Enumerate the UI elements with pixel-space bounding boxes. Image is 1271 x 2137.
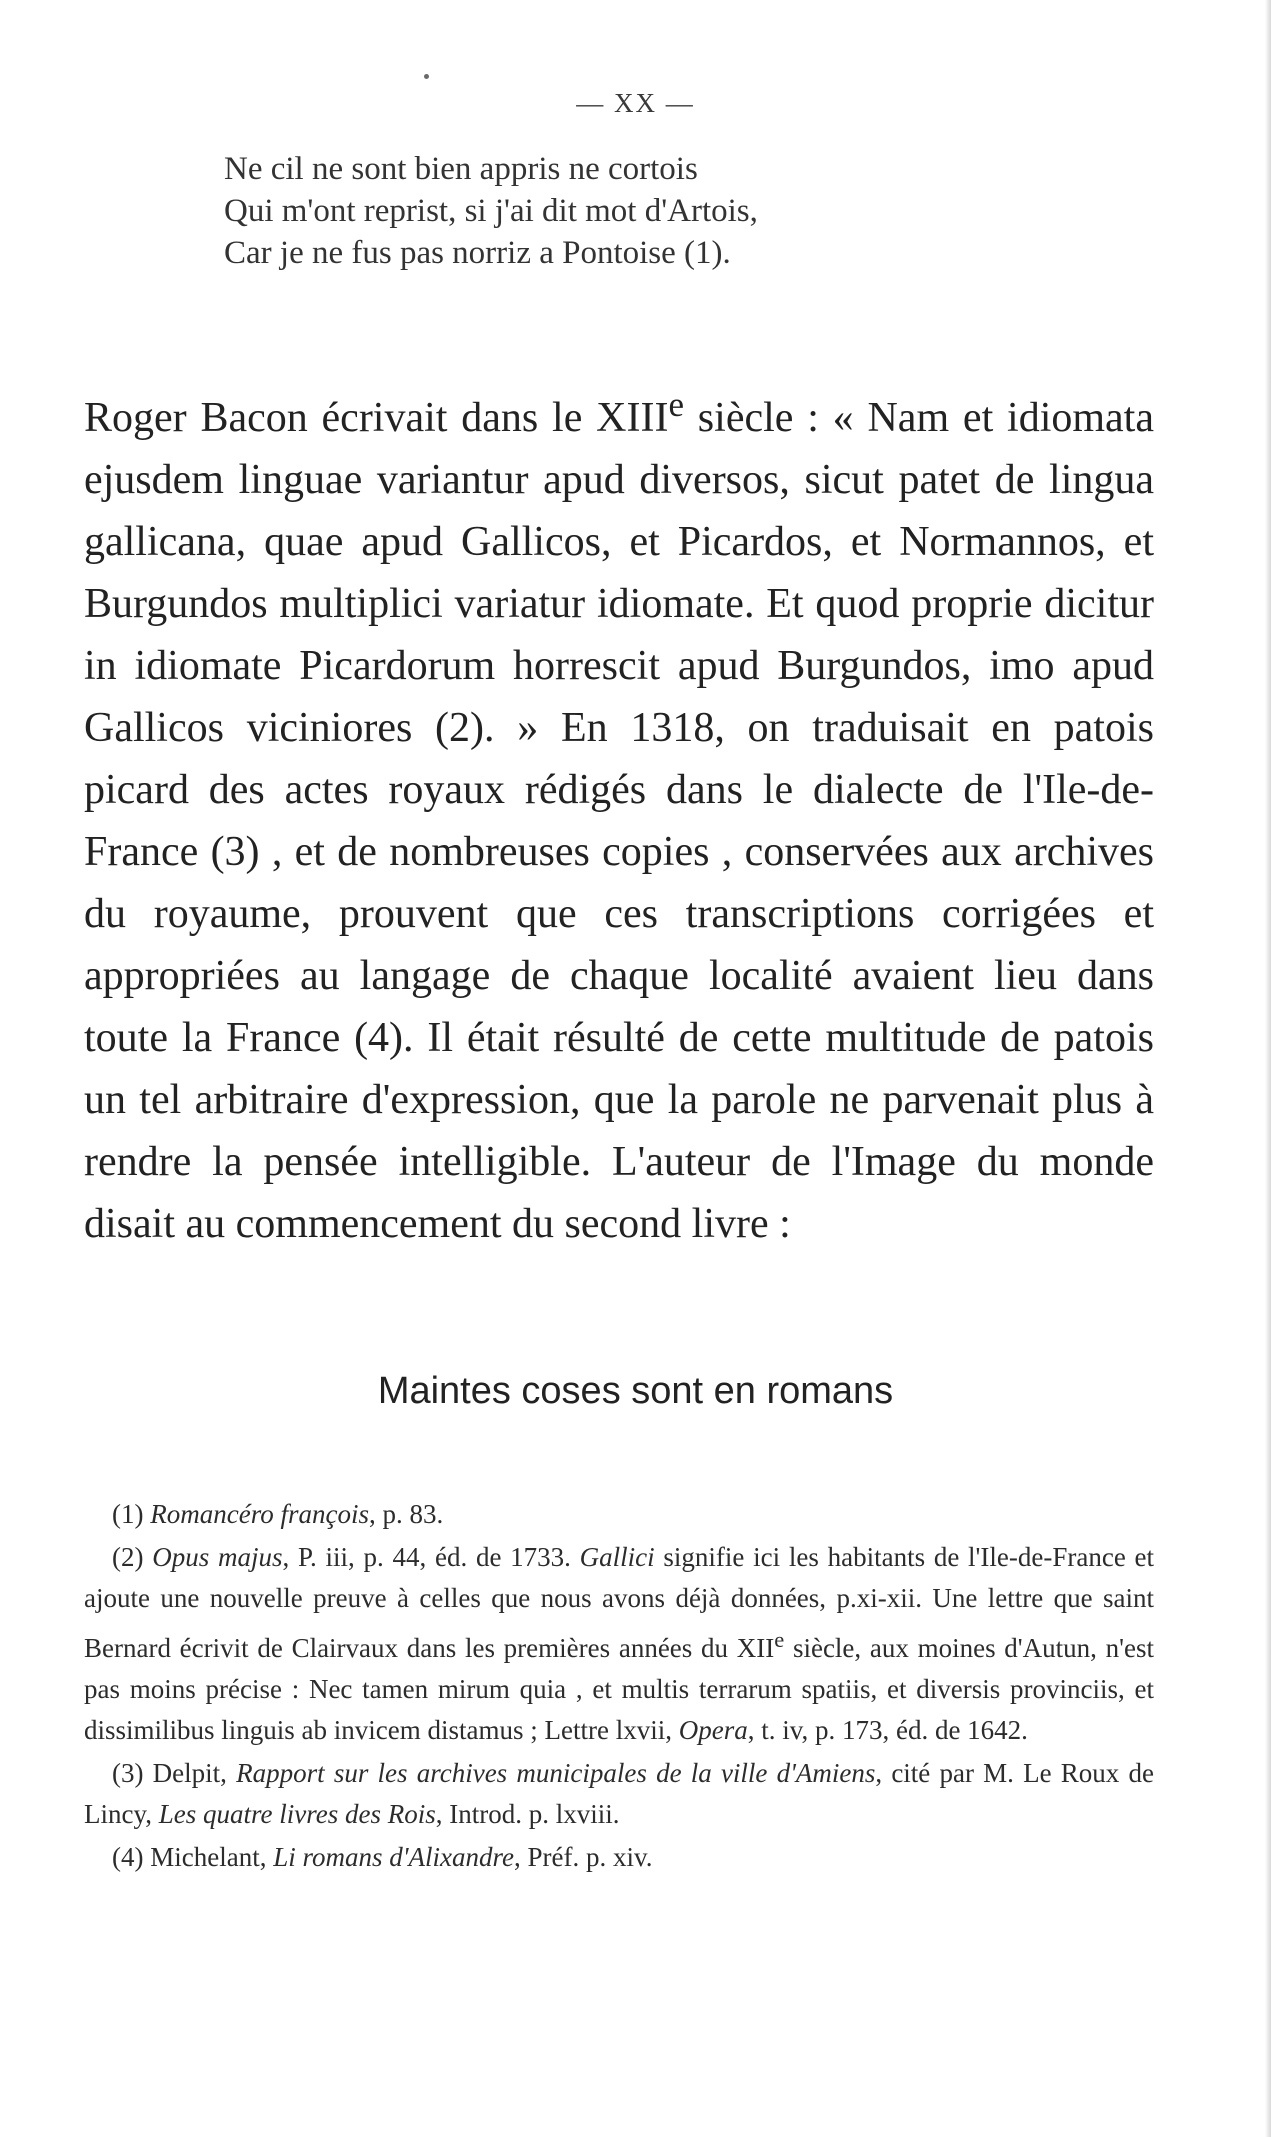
footnote-text: , Introd. p. lxviii.: [435, 1799, 620, 1829]
footnote-text: siècle, aux moines d'Autun, n'est pas moins précise : Nec tamen mirum quia , et multis terrarum spatiis, et diversis provinciis, et dissimilibus linguis ab invicem distamus ; Lettre lxvii,: [84, 1633, 1154, 1745]
footnote-number: (1): [112, 1499, 144, 1529]
footnote-text: , Préf. p. xiv.: [513, 1842, 653, 1872]
main-paragraph: [84, 374, 1154, 1255]
footnote-4: [84, 1837, 1154, 1878]
footnote-1: [84, 1494, 1154, 1535]
opening-verse: [224, 148, 1024, 274]
centered-verse: Maintes coses sont en romans: [377, 1370, 894, 1412]
footnote-text: , p. 83.: [368, 1499, 444, 1529]
footnote-author: Michelant,: [143, 1842, 274, 1872]
footnote-number: (2): [112, 1542, 144, 1572]
verse-line: Qui m'ont reprist, si j'ai dit mot d'Artois,: [224, 193, 758, 229]
cited-term: Gallici: [579, 1542, 655, 1572]
footnote-number: (3): [112, 1758, 144, 1788]
verse-line: Car je ne fus pas norriz a Pontoise (1).: [224, 235, 731, 271]
footnote-number: (4): [112, 1842, 144, 1872]
paragraph-part: Roger Bacon écrivait dans le XIII: [84, 395, 669, 441]
cited-title: Li romans d'Alixandre: [273, 1842, 514, 1872]
footnote-text: , cité par M. Le Roux de Lincy,: [84, 1758, 1154, 1829]
footnote-2: [84, 1537, 1154, 1751]
cited-title: Romancéro françois: [150, 1499, 369, 1529]
superscript: e: [774, 1627, 785, 1652]
ink-speck: [424, 74, 429, 79]
footnotes: [84, 1494, 1154, 1880]
verse-line: Ne cil ne sont bien appris ne cortois: [224, 151, 698, 187]
cited-title: Opera: [678, 1715, 748, 1745]
footnote-text: , t. iv, p. 173, éd. de 1642.: [747, 1715, 1028, 1745]
cited-title: Opus majus: [152, 1542, 283, 1572]
cited-title: Rapport sur les archives municipales de la ville d'Amiens: [236, 1758, 876, 1788]
footnote-text: , P. iii, p. 44, éd. de 1733.: [282, 1542, 580, 1572]
cited-title: Les quatre livres des Rois: [158, 1799, 436, 1829]
footnote-3: [84, 1753, 1154, 1835]
footnote-text: signifie ici les habitants de l'Ile-de-France et ajoute une nouvelle preuve à celles que nous avons déjà données, p.xi-xii. Une lettre que saint Bernard écrivit de Clairvaux dans les premières années du XII: [84, 1542, 1155, 1663]
page-edge: [1265, 0, 1271, 2137]
page-number: — XX —: [576, 88, 695, 118]
superscript: e: [668, 385, 684, 424]
paragraph-part: siècle : « Nam et idiomata ejusdem linguae variantur apud diversos, sicut patet de lingua gallicana, quae apud Gallicos, et Picardos, et Normannos, et Burgundos multiplici variatur idiomate. Et quod proprie dicitur in idiomate Picardorum horrescit apud Burgundos, imo apud Gallicos viciniores (2). » En 1318, on traduisait en patois picard des actes royaux rédigés dans le dialecte de l'Ile-de-France (3) , et de nombreuses copies , conservées aux archives du royaume, prouvent que ces transcriptions corrigées et appropriées au langage de chaque localité avaient lieu dans toute la France (4). Il était résulté de cette multitude de patois un tel arbitraire d'expression, que la parole ne parvenait plus à rendre la pensée intelligible. L'auteur de l'Image du monde disait au commencement du second livre :: [84, 395, 1154, 1247]
footnote-author: Delpit,: [143, 1758, 237, 1788]
